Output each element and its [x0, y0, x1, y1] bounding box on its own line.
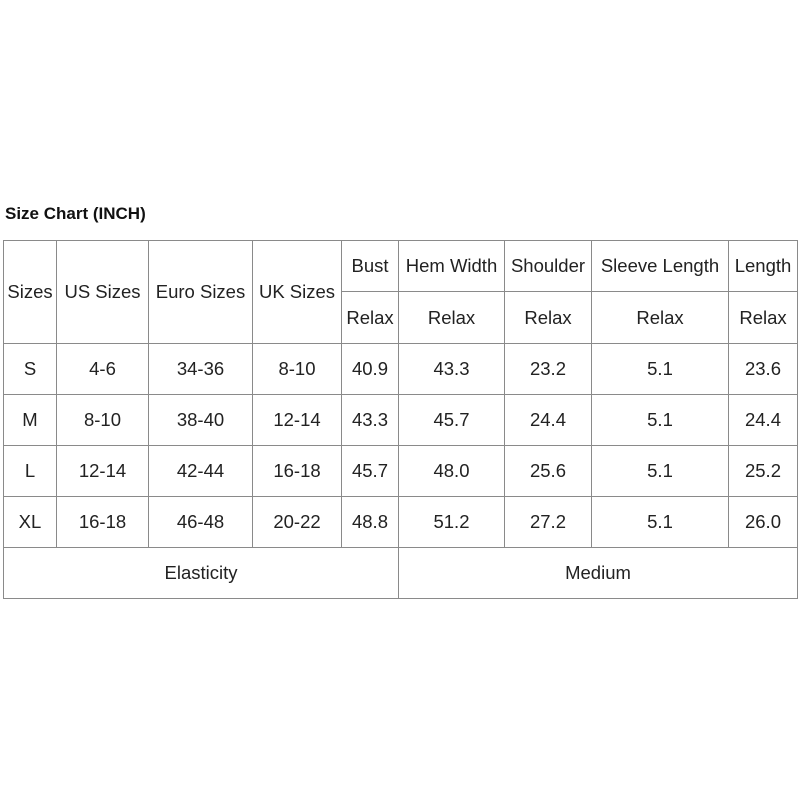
cell-sleeve-length: 5.1 — [592, 497, 729, 548]
subheader-length-relax: Relax — [729, 292, 798, 344]
cell-us-size: 4-6 — [57, 344, 149, 395]
cell-hem-width: 43.3 — [399, 344, 505, 395]
elasticity-label: Elasticity — [4, 548, 399, 599]
size-chart-table — [3, 240, 798, 599]
cell-uk-size: 20-22 — [253, 497, 342, 548]
subheader-hem-width-relax: Relax — [399, 292, 505, 344]
table-row — [4, 446, 798, 497]
cell-euro-size: 46-48 — [149, 497, 253, 548]
header-length: Length — [729, 241, 798, 292]
header-sleeve-length: Sleeve Length — [592, 241, 729, 292]
cell-length: 26.0 — [729, 497, 798, 548]
cell-uk-size: 12-14 — [253, 395, 342, 446]
cell-bust: 40.9 — [342, 344, 399, 395]
cell-bust: 43.3 — [342, 395, 399, 446]
cell-sleeve-length: 5.1 — [592, 395, 729, 446]
cell-shoulder: 24.4 — [505, 395, 592, 446]
table-row — [4, 395, 798, 446]
cell-hem-width: 48.0 — [399, 446, 505, 497]
header-uk-sizes: UK Sizes — [253, 241, 342, 344]
cell-us-size: 8-10 — [57, 395, 149, 446]
cell-bust: 48.8 — [342, 497, 399, 548]
cell-hem-width: 51.2 — [399, 497, 505, 548]
cell-size: XL — [4, 497, 57, 548]
cell-length: 23.6 — [729, 344, 798, 395]
cell-uk-size: 8-10 — [253, 344, 342, 395]
header-shoulder: Shoulder — [505, 241, 592, 292]
cell-size: S — [4, 344, 57, 395]
cell-us-size: 12-14 — [57, 446, 149, 497]
cell-us-size: 16-18 — [57, 497, 149, 548]
header-hem-width: Hem Width — [399, 241, 505, 292]
cell-shoulder: 23.2 — [505, 344, 592, 395]
header-bust: Bust — [342, 241, 399, 292]
header-us-sizes: US Sizes — [57, 241, 149, 344]
subheader-sleeve-length-relax: Relax — [592, 292, 729, 344]
cell-sleeve-length: 5.1 — [592, 344, 729, 395]
cell-size: M — [4, 395, 57, 446]
cell-shoulder: 25.6 — [505, 446, 592, 497]
subheader-bust-relax: Relax — [342, 292, 399, 344]
cell-size: L — [4, 446, 57, 497]
cell-uk-size: 16-18 — [253, 446, 342, 497]
footer-row — [4, 548, 798, 599]
cell-euro-size: 38-40 — [149, 395, 253, 446]
header-euro-sizes: Euro Sizes — [149, 241, 253, 344]
subheader-shoulder-relax: Relax — [505, 292, 592, 344]
cell-euro-size: 42-44 — [149, 446, 253, 497]
header-sizes: Sizes — [4, 241, 57, 344]
cell-sleeve-length: 5.1 — [592, 446, 729, 497]
cell-hem-width: 45.7 — [399, 395, 505, 446]
cell-bust: 45.7 — [342, 446, 399, 497]
cell-length: 25.2 — [729, 446, 798, 497]
table-row — [4, 497, 798, 548]
cell-euro-size: 34-36 — [149, 344, 253, 395]
cell-shoulder: 27.2 — [505, 497, 592, 548]
elasticity-value: Medium — [399, 548, 798, 599]
header-row — [4, 241, 798, 292]
cell-length: 24.4 — [729, 395, 798, 446]
table-row — [4, 344, 798, 395]
page-title: Size Chart (INCH) — [5, 204, 146, 223]
